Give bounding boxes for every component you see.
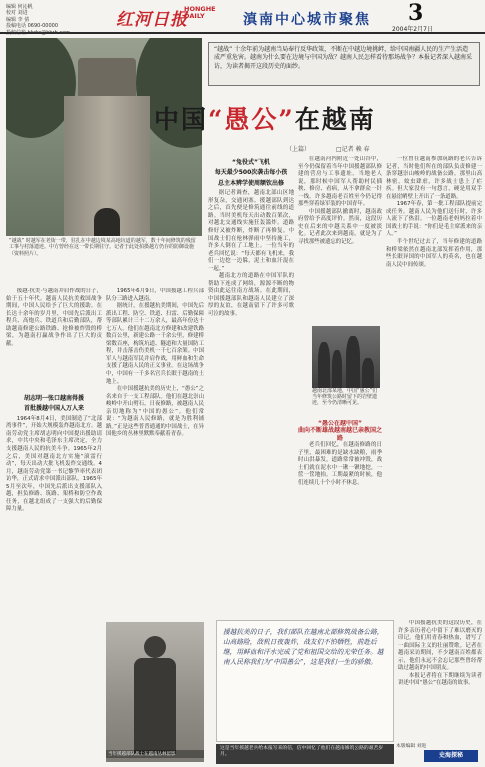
handwritten-letter: 援越抗美的日子，我们部队在越南北部修筑战备公路，山高路险，敌机日夜轰炸，战友们不怕牺牲，前赴后继，用鲜血和汗水完成了党和祖国交给的光荣任务。越南人民称我们为“中国愚公”，这是我们一生的骄傲。 — [216, 620, 394, 742]
article-column — [208, 156, 294, 616]
paragraph: 据统计，在援越抗美期间，中国先后派出工程、防空、铁道、扫雷、后勤保障等部队累计三十二万余人，最高年份达十七万人。他们在越南北方修建和改建铁路数百公里，新建公路一千余公里，修建桥梁数百座，构筑坑道、隧道和大量国防工程，并击落击伤美机一千七百余架。中国军人与越南军民并肩作战，用鲜血和生命支援了越南人民的正义事业。在这场战争中，中国有一千多名官兵长眠于越南的土地上。 — [106, 303, 204, 385]
masthead — [0, 0, 485, 34]
meta-line: 校对 刘进 — [6, 10, 28, 17]
section-title: 滇南中心城市聚焦 — [243, 12, 371, 28]
soldier-caption: 当年援越部队战士在越南丛林留影 — [106, 750, 204, 758]
column-subhead: “兔役式”飞机 — [232, 159, 270, 166]
rocks-caption: 越南北部某地，中国“愚公”们当年修筑公路时留下的岩壁遗迹，至今仍清晰可见。 — [312, 388, 378, 407]
article-column — [386, 156, 482, 616]
meta-line: 编辑 李 倩 — [6, 16, 30, 23]
soldier-head — [144, 636, 166, 658]
paragraph: 1965年6月9日，中国援越工程兵部队分三路进入越南。 — [106, 288, 204, 302]
soldier-photo — [106, 622, 204, 762]
paragraph: 1964年8月4日，美国制造了“北部湾事件”，开始大规模轰炸越南北方。越南劳动党主席胡志明向中国提出援助请求，中共中央和毛泽东主席决定，全力支援越南人民的抗美斗争。1965年2月之后，美国对越南北方实施“滚雷行动”，每天出动大批飞机轰炸交通线。4月，越南劳动党第一书记黎笋率代表团访华，正式请求中国派出部队。1965年5月至次年，中国先后派出支援部队入越，担负修路、筑路、架桥和防空作战任务，在越北组成了一支强大的后勤保障力量。 — [6, 415, 102, 513]
column-subhead: 胡志明一张口越南得援 — [23, 395, 84, 402]
byline: □记者 赖 春 — [336, 146, 370, 153]
article-column — [106, 288, 204, 618]
rock-shape — [332, 350, 342, 388]
paragraph: 1967年春，第一批工程部队提前完成任务。越南人民为他们送行时，许多人流下了热泪。一位越南老妈妈拉着中国战士的手说：“你们是毛主席派来的亲人。” — [386, 201, 482, 238]
letter-caption: 这是当年援越老兵给本报写来的信，信中回忆了他们在越南修筑公路的艰苦岁月。 — [216, 744, 394, 764]
article-column — [298, 156, 382, 324]
paragraph: 一位曾在越南参加筑路的老兵告诉记者，当时他们所在的部队负责修建一条穿越崇山峻岭的战备公路。那里山高林密，蚊虫肆虐，许多战士患上了疟疾。但大家没有一句怨言，硬是用双手在悬崖峭壁上开出了一条道路。 — [386, 156, 482, 200]
issue-date: 2004年2月7日 — [392, 26, 433, 33]
article-column — [6, 288, 102, 388]
column-subhead: 每天最少500次袭击每小孩 — [214, 169, 288, 177]
part-label: （上篇） — [286, 146, 311, 153]
paragraph: 在越南河内附近一处山谷中，至今仍保留着当年中国援越部队修建的营房与工事遗址。当地老人说，那时候中国军人帮助村民插秧、修房、看病，从不拿群众一针一线。许多越南老百姓至今仍记得那些穿着绿军装的中国青年。 — [298, 156, 382, 208]
intro-box: “越战” 十余年前为越南当局奉行反华政策，不断在中越边境挑衅，给中国南疆人民的生产生活造成严重危害。越南为什么要在边境与中国为敌？越南人民怎样看待那场战争？本报记者深入越南采访，为读者揭开这段历史的面纱。 — [208, 42, 480, 86]
column-subhead: 总主本辨学使周额钦出修 — [217, 179, 284, 187]
paragraph: 越南北方的道路在中国军队的帮助下连成了网络，源源不断的物资由此运往南方战场。在此期间，中国援越部队和越南人民建立了深厚的友谊，在越南留下了许多可歌可泣的故事。 — [208, 273, 294, 317]
rocks-photo — [312, 326, 380, 388]
paragraph: 中国援越部队撤离时，越南政府曾给予高度评价。然而，这段历史在后来的中越关系中一度被淡化。记者此次来到越南，就是为了寻找那些被遗忘的记忆。 — [298, 208, 382, 246]
page-number: 3 — [408, 0, 424, 26]
soldier-body — [134, 658, 176, 754]
column-subhead: 曲向不断雄战越南越已亲教国之路 — [298, 427, 382, 442]
logo-en-line: DAILY — [184, 12, 205, 20]
meta-line: 投稿电话 0690-00000 — [6, 23, 59, 30]
meta-line: 编辑 何沁帆 — [6, 4, 33, 10]
rock-shape — [362, 358, 374, 388]
newspaper-logo-en — [184, 6, 216, 20]
headline-part: 在越南 — [294, 105, 376, 134]
column-subhead: “愚公在越中国” — [318, 420, 362, 427]
newspaper-logo: 红河日报 — [116, 10, 188, 30]
article-column — [398, 620, 482, 738]
headline — [154, 100, 376, 136]
paragraph: 老兵们回忆，在越南修路的日子里，最困难的是缺水缺粮，雨季时山洪暴发，道路常常被冲毁，战士们就在泥水中一锹一锹地挖，一筐一筐地抬。工期最紧的时候，他们连续几十个小时不休息。 — [298, 442, 382, 486]
headline-quote: “愚公” — [208, 105, 295, 134]
rock-shape — [318, 342, 330, 388]
column-subhead: 首批援越中国人万人来 — [23, 405, 84, 413]
rock-shape — [346, 336, 360, 388]
photo-caption: “越战” 时越军在老街一带，驻扎在中越边境某高地坑道的越军，数十年间修筑的残留工事与村落遗迹。中方曾经在这一带长期驻守。记者于此处拍摄越方仍存的防御设施（资料照片）。 — [6, 236, 202, 284]
logo-en-line: HONGHE — [184, 5, 216, 13]
meta-line: 投稿信箱 hhdw@hhrb.com — [6, 29, 71, 36]
editor-credit: 本版编辑 刘进 — [396, 744, 427, 749]
paragraph: 援越·抗美·与越南并肩作战的日子，始于五十年代。越南人民抗美救国战争期间，中国人民给予了巨大的援助。在长达十余年的岁月里，中国先后派出工程兵、高炮兵、铁道兵和后勤部队，帮助越南修建公路铁路、抢修被炸毁的桥梁，为越南打赢战争作出了巨大的贡献。 — [6, 288, 102, 347]
paragraph: 据记者调查，越南北部山区地形复杂，交通闭塞。援越部队到达之后，首先便是修筑通往前线的道路。当时美机每天出动数百架次，对越北交通线实施狂轰滥炸。道路修好又被炸断，炸断了再修复。中国战士们在枪林弹雨中坚持施工，许多人倒在了工地上。一位当年的老兵回忆说：“每天都有飞机来，我们一边挖一边躲，泥土和血汗混在一起。” — [208, 190, 294, 272]
column-badge: 史海探秘 — [424, 750, 478, 762]
paragraph: 本报记者将在下期继续为读者讲述中国“愚公”在越南的故事。 — [398, 672, 482, 687]
paragraph: 中国援越抗美的这段历史，在许多亲历者心中留下了难以磨灭的印记。他们用青春和热血，谱写了一曲国际主义的壮丽赞歌。记者在越南采访期间，不少越南百姓都表示，他们永远不会忘记那些曾经帮助过越南的中国朋友。 — [398, 620, 482, 672]
paragraph: 半个世纪过去了，当年修建的道路和桥梁依然在越南北部发挥着作用，那些长眠异国的中国军人的英名，也在越南人民中间传颂。 — [386, 239, 482, 268]
paragraph: 在中国援越抗美的历史上，“愚公”之名来自于一支工程部队。他们在越北崇山峻岭中开山劈石，日夜修路，被越南人民亲切地称为“中国的愚公”。他们常说：“为越南人民修路，就是为胜利铺路。”正是这些普普通通的中国战士，在异国他乡的丛林里默默奉献着青春。 — [106, 386, 204, 438]
headline-part: 中国 — [154, 105, 209, 134]
article-column — [298, 420, 382, 616]
editor-info — [6, 4, 82, 36]
article-column — [6, 392, 102, 764]
